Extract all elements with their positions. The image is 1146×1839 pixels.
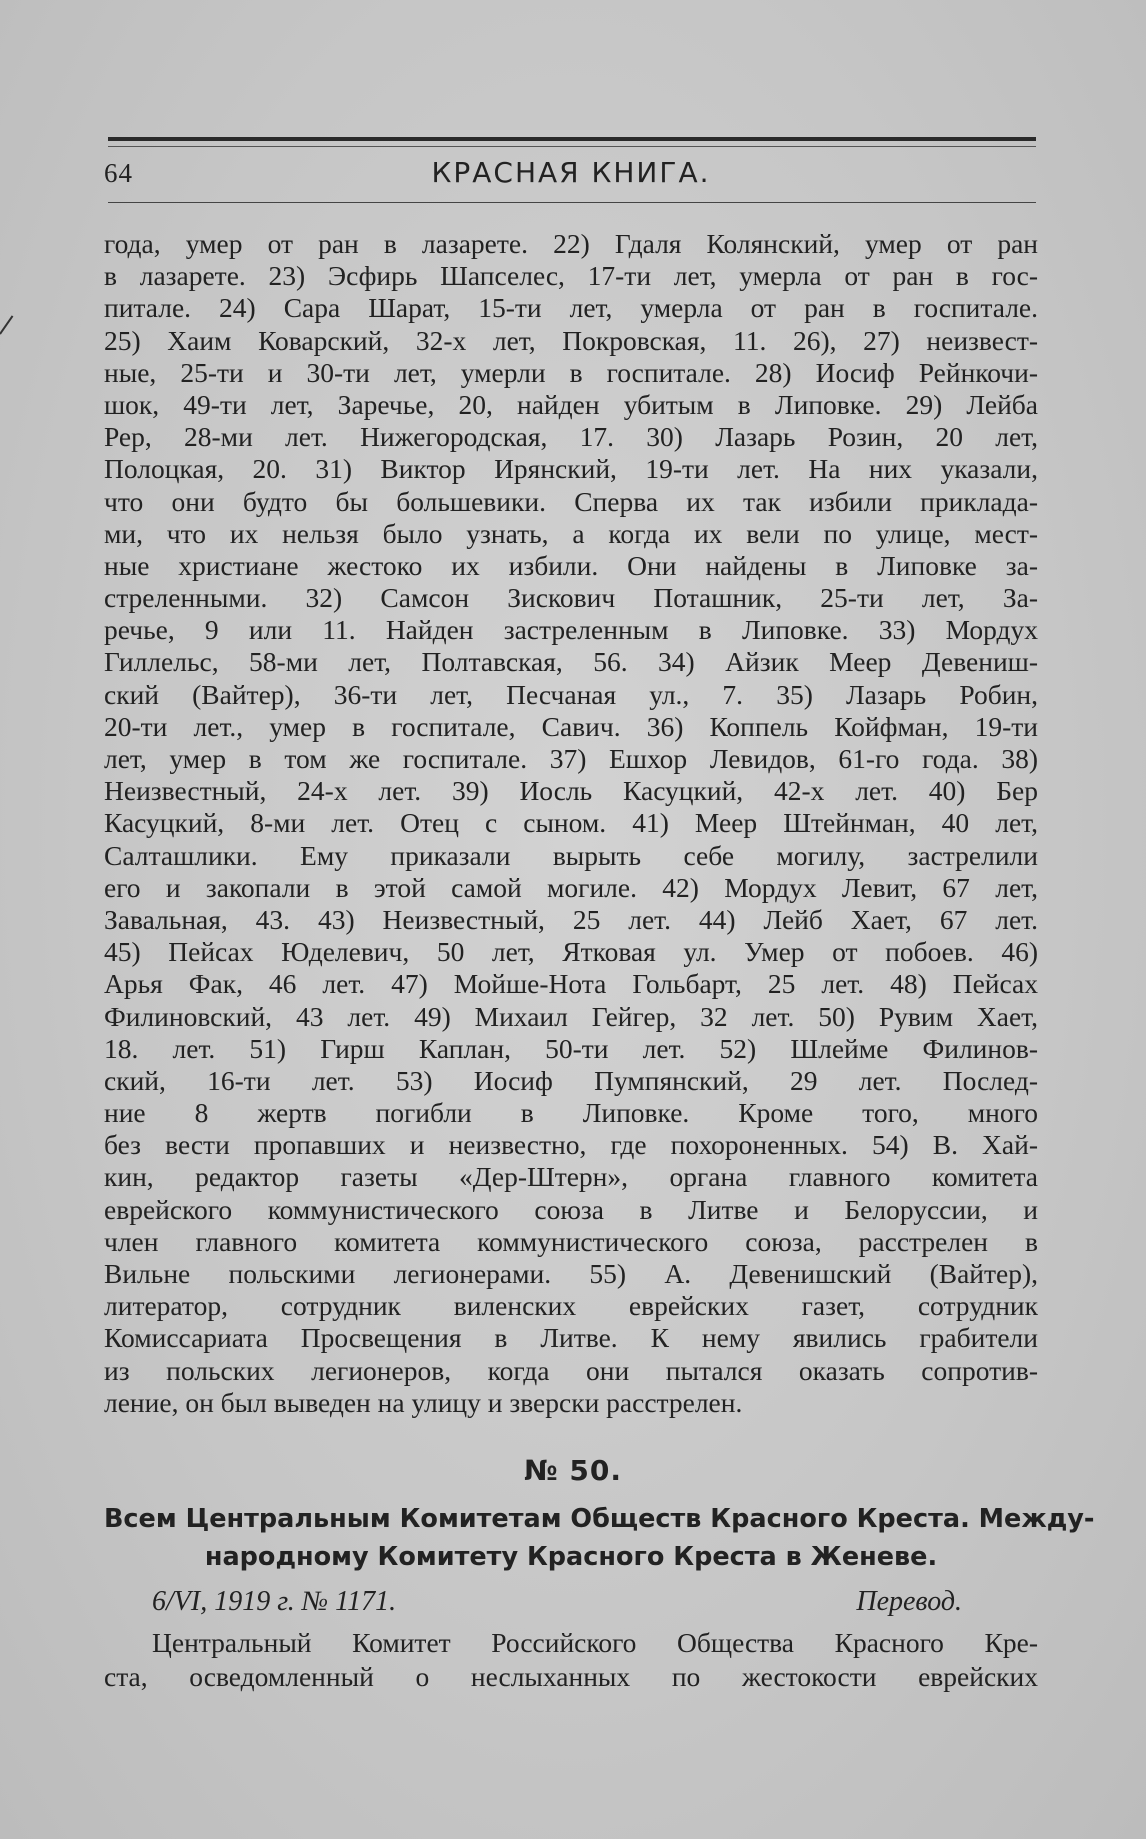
text-line: кин, редактор газеты «Дер-Штерн», органа главного комитета xyxy=(104,1161,1038,1193)
text-line: 45) Пейсах Юделевич, 50 лет, Ятковая ул. Умер от побоев. 46) xyxy=(104,936,1038,968)
text-line: Касуцкий, 8-ми лет. Отец с сыном. 41) Меер Штейнман, 40 лет, xyxy=(104,807,1038,839)
running-head xyxy=(104,152,1038,194)
header-top-thin-rule xyxy=(108,146,1036,147)
text-line: стреленными. 32) Самсон Зискович Поташник, 25-ти лет, За- xyxy=(104,582,1038,614)
text-line: года, умер от ран в лазарете. 22) Гдаля Колянский, умер от ран xyxy=(104,228,1038,259)
heading-line: Всем Центральным Комитетам Обществ Красного Креста. Между- xyxy=(104,1504,1095,1534)
text-line: Вильне польскими легионерами. 55) А. Девенишский (Вайтер), xyxy=(104,1258,1038,1289)
text-line: ние 8 жертв погибли в Липовке. Кроме того, много xyxy=(104,1097,1038,1129)
book-title: КРАСНАЯ КНИГА. xyxy=(431,156,711,189)
page-number: 64 xyxy=(104,158,133,188)
text-line: Гиллельс, 58-ми лет, Полтавская, 56. 34) Айзик Меер Девениш- xyxy=(104,646,1038,678)
text-line: речье, 9 или 11. Найден застреленным в Липовке. 33) Мордух xyxy=(104,614,1038,646)
text-line: ский (Вайтер), 36-ти лет, Песчаная ул., 7. 35) Лазарь Робин, xyxy=(104,678,1038,710)
text-line: ные христиане жестоко их избили. Они найдены в Липовке за- xyxy=(104,549,1038,581)
document-heading xyxy=(104,1500,1095,1576)
body-text-line: Центральный Комитет Российского Общества Красного Кре- xyxy=(152,1627,1038,1658)
document-number: № 50. xyxy=(523,1454,623,1487)
header-top-rule xyxy=(108,137,1036,141)
text-line: Филиновский, 43 лет. 49) Михаил Гейгер, 32 лет. 50) Рувим Хает, xyxy=(104,1000,1038,1032)
text-line: ные, 25-ти и 30-ти лет, умерли в госпитале. 28) Иосиф Рейнкочи- xyxy=(104,356,1038,388)
text-line: литератор, сотрудник виленских еврейских газет, сотрудник xyxy=(104,1290,1038,1322)
text-line: Арья Фак, 46 лет. 47) Мойше-Нота Гольбарт, 25 лет. 48) Пейсах xyxy=(104,968,1038,1000)
text-line: ский, 16-ти лет. 53) Иосиф Пумпянский, 29 лет. Послед- xyxy=(104,1064,1038,1096)
text-line: 25) Хаим Коварский, 32-х лет, Покровская, 11. 26), 27) неизвест- xyxy=(104,324,1038,356)
text-line: ление, он был выведен на улицу и зверски расстрелен. xyxy=(104,1386,743,1418)
text-line: что они будто бы большевики. Сперва их так избили приклада- xyxy=(104,485,1038,517)
document-date: 6/VI, 1919 г. № 1171. xyxy=(152,1586,397,1617)
text-line: в лазарете. 23) Эсфирь Шапселес, 17-ти лет, умерла от ран в гос- xyxy=(104,260,1038,292)
text-line: Комиссариата Просвещения в Литве. К нему явились грабители xyxy=(104,1322,1038,1354)
translation-note: Перевод. xyxy=(856,1586,962,1617)
text-line: без вести пропавших и неизвестно, где похороненных. 54) В. Хай- xyxy=(104,1129,1038,1161)
text-line: Завальная, 43. 43) Неизвестный, 25 лет. 44) Лейб Хает, 67 лет. xyxy=(104,903,1038,935)
document-body-text xyxy=(104,1626,1038,1694)
body-text-line: ста, осведомленный о неслыханных по жестокости еврейских xyxy=(104,1661,1038,1692)
header-bottom-rule xyxy=(108,202,1036,203)
text-line: шок, 49-ти лет, Заречье, 20, найден убитым в Липовке. 29) Лейба xyxy=(104,388,1038,420)
text-line: Неизвестный, 24-х лет. 39) Иосль Касуцкий, 42-х лет. 40) Бер xyxy=(104,775,1038,807)
text-line: из польских легионеров, когда они пытался оказать сопротив- xyxy=(104,1354,1038,1386)
document-meta xyxy=(152,1586,962,1626)
text-line: ми, что их нельзя было узнать, а когда их вели по улице, мест- xyxy=(104,517,1038,549)
text-line: член главного комитета коммунистического союза, расстрелен в xyxy=(104,1225,1038,1257)
heading-line: народному Комитету Красного Креста в Женеве. xyxy=(204,1542,938,1572)
text-line: еврейского коммунистического союза в Литве и Белоруссии, и xyxy=(104,1193,1038,1225)
text-line: Полоцкая, 20. 31) Виктор Ирянский, 19-ти лет. На них указали, xyxy=(104,453,1038,485)
text-line: Рер, 28-ми лет. Нижегородская, 17. 30) Лазарь Розин, 20 лет, xyxy=(104,421,1038,453)
text-line: 18. лет. 51) Гирш Каплан, 50-ти лет. 52) Шлейме Филинов- xyxy=(104,1032,1038,1064)
text-line: 20-ти лет., умер в госпитале, Савич. 36) Коппель Койфман, 19-ти xyxy=(104,710,1038,742)
text-line: лет, умер в том же госпитале. 37) Ешхор Левидов, 61-го года. 38) xyxy=(104,743,1038,774)
text-line: его и закопали в этой самой могиле. 42) Мордух Левит, 67 лет, xyxy=(104,871,1038,903)
margin-pencil-mark xyxy=(0,315,25,342)
text-line: Салташлики. Ему приказали вырыть себе могилу, застрелили xyxy=(104,839,1038,871)
main-text-block xyxy=(104,228,1038,1419)
text-line: питале. 24) Сара Шарат, 15-ти лет, умерла от ран в госпитале. xyxy=(104,292,1038,324)
